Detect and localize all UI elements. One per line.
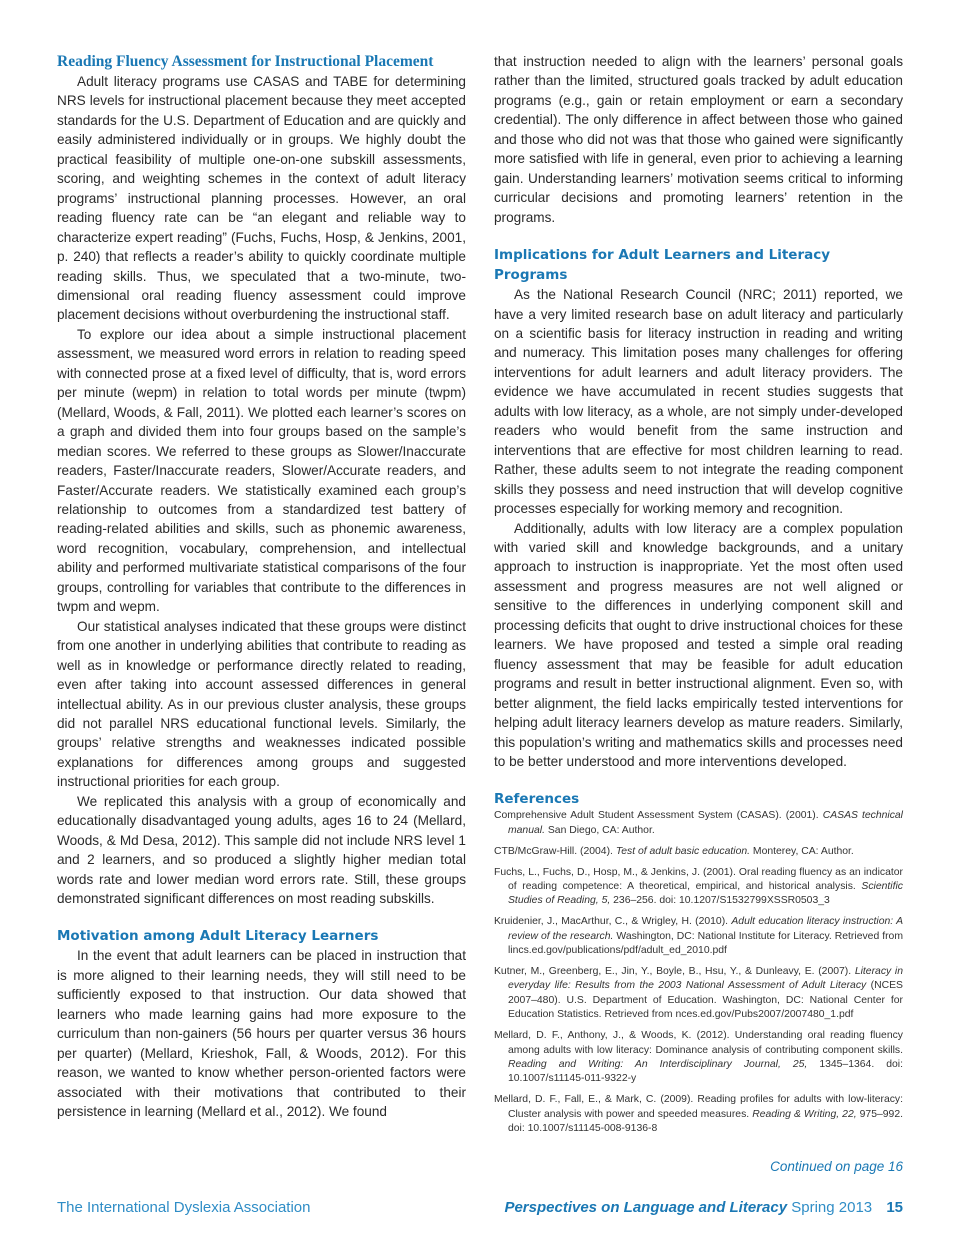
reference-title: Reading & Writing, 22,	[752, 1108, 857, 1120]
reference-title: Reading and Writing: An Interdisciplinary Journal, 25,	[508, 1059, 808, 1070]
reference-item	[494, 965, 903, 1023]
reference-item	[494, 845, 903, 859]
right-column	[494, 52, 903, 1143]
reference-text: San Diego, CA: Author.	[544, 824, 655, 836]
reference-item	[494, 1029, 903, 1087]
reference-text: (NCES 2007–480). U.S. Department of Education. Washington, DC: National Center for Education Statistics. Retrieved from nces.ed.gov/Pubs2007/2007480_1.pdf	[508, 980, 903, 1021]
reference-title: Literacy in everyday life: Results from the 2003 National Assessment of Adult Literacy	[508, 966, 903, 992]
reference-text: 975–992. doi: 10.1007/s11145-008-9136-8	[508, 1108, 903, 1135]
section-heading-implications: Implications for Adult Learners and Literacy Programs	[494, 247, 831, 284]
reference-text: Mellard, D. F., Fall, E., & Mark, C. (2009). Reading profiles for adults with low-literacy: Cluster analysis with power and speeded measures.	[494, 1094, 903, 1120]
paragraph: Adult literacy programs use CASAS and TABE for determining NRS levels for instructional placement because they meet accepted standards for the U.S. Department of Education and are quickly and easily administered individually or in groups. We highly doubt the practical feasibility of multiple one-on-one subskill assessments, scoring, and weighting schemes in the context of adult literacy programs’ instructional planning processes. However, an oral reading fluency rate can be “an elegant and reliable way to characterize expert reading” (Fuchs, Fuchs, Hosp, & Jenkins, 2001, p. 240) that reflects a reader’s ability to quickly coordinate multiple reading skills. Thus, we speculated that a two-minute, two-dimensional oral reading fluency assessment could improve placement decisions without overburdening the instructional staff.	[57, 74, 466, 323]
section-heading-fluency: Reading Fluency Assessment for Instructional Placement	[57, 53, 434, 70]
reference-title: Test of adult basic education.	[615, 845, 751, 857]
reference-text: Mellard, D. F., Anthony, J., & Woods, K. (2012). Understanding oral reading fluency among adults with low literacy: Dominance analysis of contributing component skills.	[494, 1030, 903, 1056]
reference-text: 236–256. doi: 10.1207/S1532799XSSR0503_3	[610, 895, 830, 907]
paragraph: As the National Research Council (NRC; 2011) reported, we have a very limited research base on adult literacy and particularly on a scientific basis for literacy instruction in reading and writing and numeracy. This limitation poses many challenges for offering interventions for adult learners and adult literacy providers. The evidence we have accumulated in recent studies suggests that adults with low literacy, as a whole, are not simply under-developed readers who would benefit from the same instruction and interventions that are effective for most children learning to read. Rather, these adults seem to not integrate the reading component skills they possess and need instruction that will develop cognitive processes especially for working memory and recognition.	[494, 287, 903, 517]
paragraph: In the event that adult learners can be placed in instruction that is more aligned to their learning needs, they will still need to be sufficiently exposed to that instruction. Our data showed that learners who made learning gains had more exposure to the curriculum than non-gainers (56 hours per quarter versus 36 hours per quarter) (Mellard, Krieshok, Fall, & Woods, 2012). For this reason, we wanted to know whether person-oriented factors were associated with their motivations that contributed to their persistence in learning (Mellard et al., 2012). We found	[57, 948, 466, 1120]
continued-note: Continued on page 16	[770, 1159, 903, 1174]
reference-text: Monterey, CA: Author.	[750, 845, 854, 857]
reference-title: CASAS technical manual.	[508, 810, 903, 836]
paragraph: To explore our idea about a simple instructional placement assessment, we measured word errors in relation to reading speed with connected prose at a fixed level of difficulty, that is, word errors per minute (wepm) in relation to total words per minute (twpm) (Mellard, Woods, & Fall, 2011). We plotted each learner’s scores on a graph and divided them into four groups based on the sample’s median scores. We referred to these groups as Slower/Inaccurate readers, Faster/Inaccurate readers, Slower/Accurate readers, and Faster/Accurate readers. We statistically examined each group’s relationship to outcomes from a standardized test battery of reading-related abilities and skills, such as phonemic awareness, word recognition, vocabulary, comprehension, and intellectual ability and performed multivariate statistical comparisons of the four groups, controlling for variables that contribute to the differences in twpm and wepm.	[57, 326, 466, 615]
page-number: 15	[886, 1199, 903, 1216]
references-heading: References	[494, 791, 580, 808]
footer-organization: The International Dyslexia Association	[57, 1199, 311, 1216]
reference-text: Comprehensive Adult Student Assessment System (CASAS). (2001).	[494, 810, 823, 822]
section-heading-motivation: Motivation among Adult Literacy Learners	[57, 928, 379, 945]
paragraph: that instruction needed to align with the learners’ personal goals rather than the limited, structured goals tracked by adult education programs (e.g., gain or retain employment or earn a secondary credential). The only difference in affect between those who gained and those who did not was that those who gained were significantly more satisfied with life in general, even prior to achieving a learning gain. Understanding learners’ motivation seems critical to informing curricular decisions and promoting learners’ retention in the programs.	[494, 54, 903, 225]
footer-publication	[504, 1199, 903, 1216]
reference-text: Washington, DC: National Institute for Literacy. Retrieved from lincs.ed.gov/publications/pdf/adult_ed_2010.pdf	[508, 930, 903, 957]
reference-text: CTB/McGraw-Hill. (2004).	[494, 845, 616, 857]
left-column	[57, 52, 466, 1122]
reference-title: Scientific Studies of Reading, 5,	[508, 881, 903, 907]
paragraph: Our statistical analyses indicated that these groups were distinct from one another in underlying abilities that contribute to reading as well as in knowledge or performance directly related to reading, even after taking into account assessed differences in general intellectual ability. As in our previous cluster analysis, these groups did not parallel NRS educational functional levels. Similarly, the groups’ relative strengths and weaknesses indicated possible explanations for differences among groups and suggested instructional priorities for each group.	[57, 618, 466, 790]
reference-text: Kruidenier, J., MacArthur, C., & Wrigley, H. (2010).	[494, 916, 732, 928]
footer-magazine-title: Perspectives on Language and Literacy	[504, 1199, 788, 1216]
reference-text: Fuchs, L., Fuchs, D., Hosp, M., & Jenkins, J. (2001). Oral reading fluency as an indicator of reading competence: A theoretical, empirical, and historical analysis.	[494, 866, 903, 893]
reference-item	[494, 809, 903, 838]
paragraph: We replicated this analysis with a group of economically and educationally disadvantaged young adults, ages 16 to 24 (Mellard, Woods, & Md Desa, 2012). This sample did not include NRS level 1 and 2 learners, and so produced a slightly higher median total words rate and lower median word errors rate. Still, these groups demonstrated significant differences on most reading subskills.	[57, 793, 466, 907]
paragraph: Additionally, adults with low literacy are a complex population with varied skill and knowledge backgrounds, and a unitary approach to instruction is inappropriate. Yet the most often used assessment and progress measures are not well aligned or sensitive to the differences in underlying component skill and processing deficits that ought to drive instructional choices for these learners. We have proposed and tested a simple oral reading fluency assessment that may be feasible for adult education programs and result in better instructional alignment. Even so, with better alignment, the field lacks empirically tested interventions for helping adult literacy learners develop as mature readers. Similarly, this population’s writing and mathematics skills and processes need to be better understood and more interventions developed.	[494, 520, 903, 769]
reference-text: 1345–1364. doi: 10.1007/s11145-011-9322-y	[508, 1059, 903, 1085]
reference-item	[494, 915, 903, 958]
reference-title: Adult education literacy instruction: A review of the research.	[508, 916, 903, 942]
references-list	[494, 809, 903, 1136]
footer-issue: Spring 2013	[791, 1199, 873, 1216]
reference-item	[494, 1093, 903, 1136]
reference-text: Kutner, M., Greenberg, E., Jin, Y., Boyle, B., Hsu, Y., & Dunleavy, E. (2007).	[494, 966, 855, 978]
reference-item	[494, 866, 903, 909]
